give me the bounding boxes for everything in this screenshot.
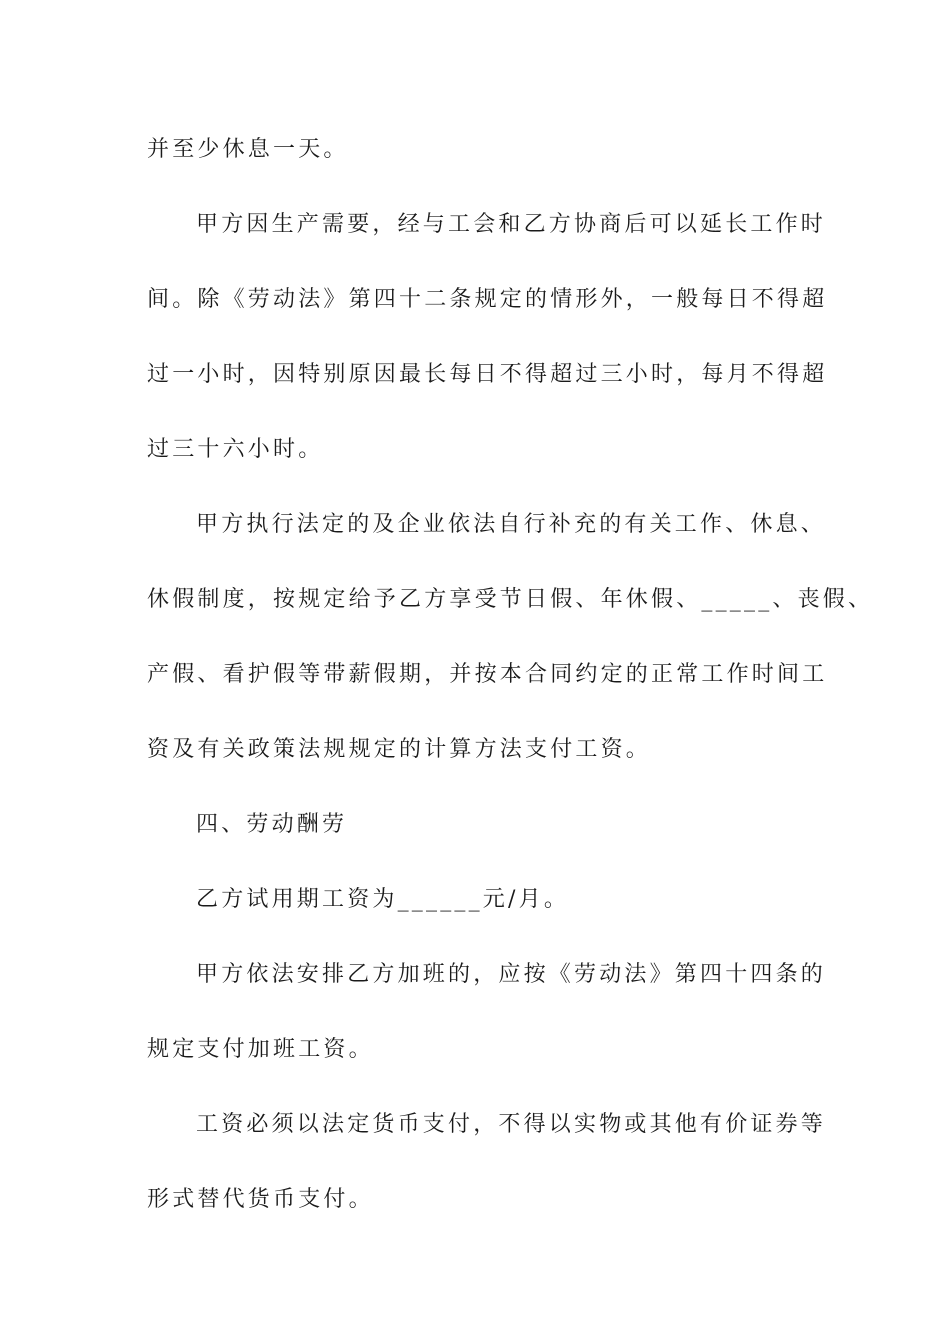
paragraph-line: 产假、看护假等带薪假期，并按本合同约定的正常工作时间工: [147, 662, 828, 687]
paragraph-line: 规定支付加班工资。: [147, 1037, 374, 1062]
paragraph-line: 资及有关政策法规规定的计算方法支付工资。: [147, 737, 652, 762]
paragraph-line: 过一小时，因特别原因最长每日不得超过三小时，每月不得超: [147, 362, 828, 387]
paragraph-line: 甲方执行法定的及企业依法自行补充的有关工作、休息、: [196, 512, 827, 537]
paragraph-line: 休假制度，按规定给予乙方享受节日假、年休假、_____、丧假、: [147, 587, 874, 612]
paragraph-line: 乙方试用期工资为______元/月。: [196, 887, 570, 912]
paragraph-line: 甲方因生产需要，经与工会和乙方协商后可以延长工作时: [196, 212, 827, 237]
section-heading: 四、劳动酬劳: [196, 812, 348, 837]
paragraph-line: 形式替代货币支付。: [147, 1187, 374, 1212]
paragraph-line: 间。除《劳动法》第四十二条规定的情形外，一般每日不得超: [147, 287, 828, 312]
paragraph-line: 工资必须以法定货币支付，不得以实物或其他有价证券等: [196, 1112, 827, 1137]
paragraph-line: 甲方依法安排乙方加班的，应按《劳动法》第四十四条的: [196, 962, 827, 987]
paragraph-line: 并至少休息一天。: [147, 137, 349, 162]
paragraph-line: 过三十六小时。: [147, 437, 324, 462]
